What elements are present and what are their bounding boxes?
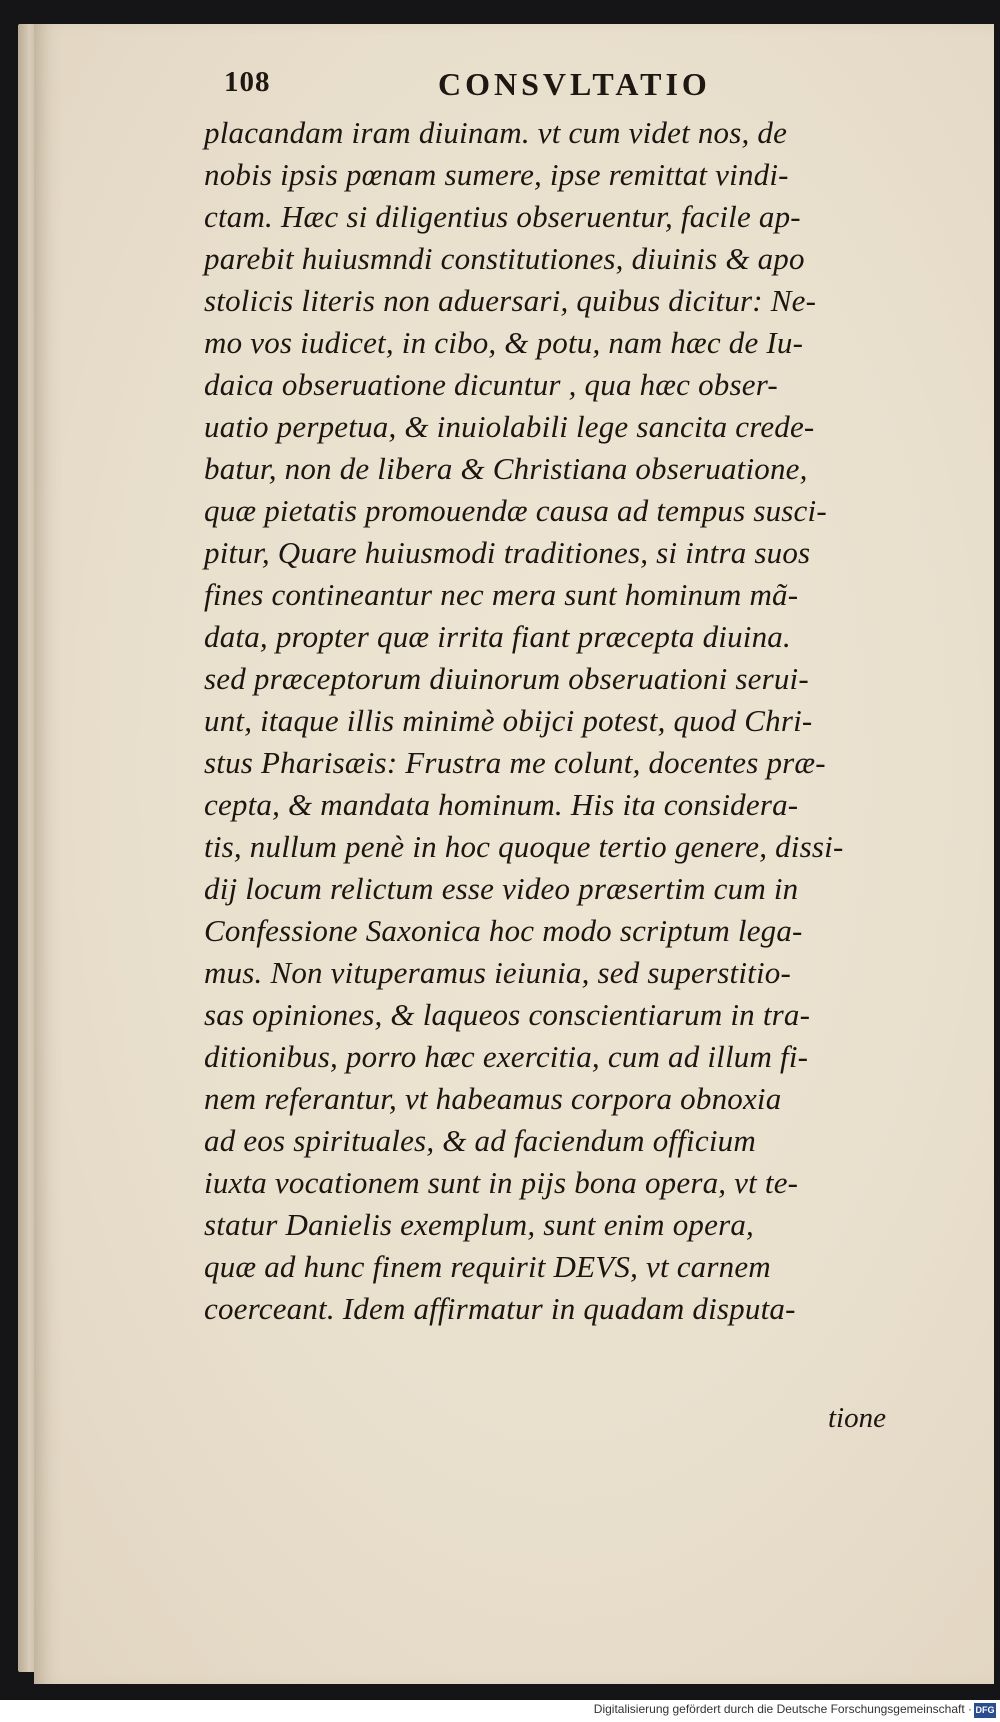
text-line: pitur, Quare huiusmodi traditiones, si intra suos (204, 535, 811, 570)
text-line: coerceant. Idem affirmatur in quadam disputa- (204, 1291, 796, 1326)
text-line: fines contineantur nec mera sunt hominum mã- (204, 577, 799, 612)
footer-credit: Digitalisierung gefördert durch die Deutsche Forschungsgemeinschaft · (593, 1702, 972, 1716)
text-line: ditionibus, porro hæc exercitia, cum ad illum fi- (204, 1039, 809, 1074)
text-line: quæ pietatis promouendæ causa ad tempus susci- (204, 493, 827, 528)
running-title: CONSVLTATIO (438, 66, 711, 102)
text-line: unt, itaque illis minimè obijci potest, quod Chri- (204, 703, 813, 738)
body-text (204, 112, 924, 1330)
page-number: 108 (224, 66, 271, 98)
text-line: cepta, & mandata hominum. His ita considera- (204, 787, 799, 822)
text-line: nobis ipsis pœnam sumere, ipse remittat vindi- (204, 157, 789, 192)
text-line: uatio perpetua, & inuiolabili lege sancita crede- (204, 409, 815, 444)
page-header (224, 66, 864, 106)
text-line: tis, nullum penè in hoc quoque tertio genere, dissi- (204, 829, 844, 864)
text-line: dij locum relictum esse video præsertim cum in (204, 871, 799, 906)
text-line: quæ ad hunc finem requirit DEVS, vt carnem (204, 1249, 771, 1284)
text-line: Confessione Saxonica hoc modo scriptum lega- (204, 913, 803, 948)
text-line: ctam. Hæc si diligentius obseruentur, facile ap- (204, 199, 801, 234)
text-line: stus Pharisæis: Frustra me colunt, docentes præ- (204, 745, 826, 780)
text-line: placandam iram diuinam. vt cum videt nos, de (204, 115, 788, 150)
dfg-logo-icon: DFG (974, 1703, 996, 1718)
text-line: daica obseruatione dicuntur , qua hæc obser- (204, 367, 778, 402)
digitization-footer (0, 1700, 1000, 1722)
text-line: parebit huiusmndi constitutiones, diuinis & apo (204, 241, 805, 276)
text-line: data, propter quæ irrita fiant præcepta diuina. (204, 619, 791, 654)
text-line: sas opiniones, & laqueos conscientiarum in tra- (204, 997, 811, 1032)
text-line: batur, non de libera & Christiana obseruatione, (204, 451, 808, 486)
text-line: nem referantur, vt habeamus corpora obnoxia (204, 1081, 782, 1116)
text-line: iuxta vocationem sunt in pijs bona opera, vt te- (204, 1165, 799, 1200)
text-line: ad eos spirituales, & ad faciendum officium (204, 1123, 756, 1158)
text-line: stolicis literis non aduersari, quibus dicitur: Ne- (204, 283, 817, 318)
text-line: mo vos iudicet, in cibo, & potu, nam hæc de Iu- (204, 325, 804, 360)
text-line: statur Danielis exemplum, sunt enim opera, (204, 1207, 754, 1242)
text-line: sed præceptorum diuinorum obseruationi serui- (204, 661, 809, 696)
text-line: mus. Non vituperamus ieiunia, sed superstitio- (204, 955, 791, 990)
catchword: tione (828, 1402, 886, 1434)
